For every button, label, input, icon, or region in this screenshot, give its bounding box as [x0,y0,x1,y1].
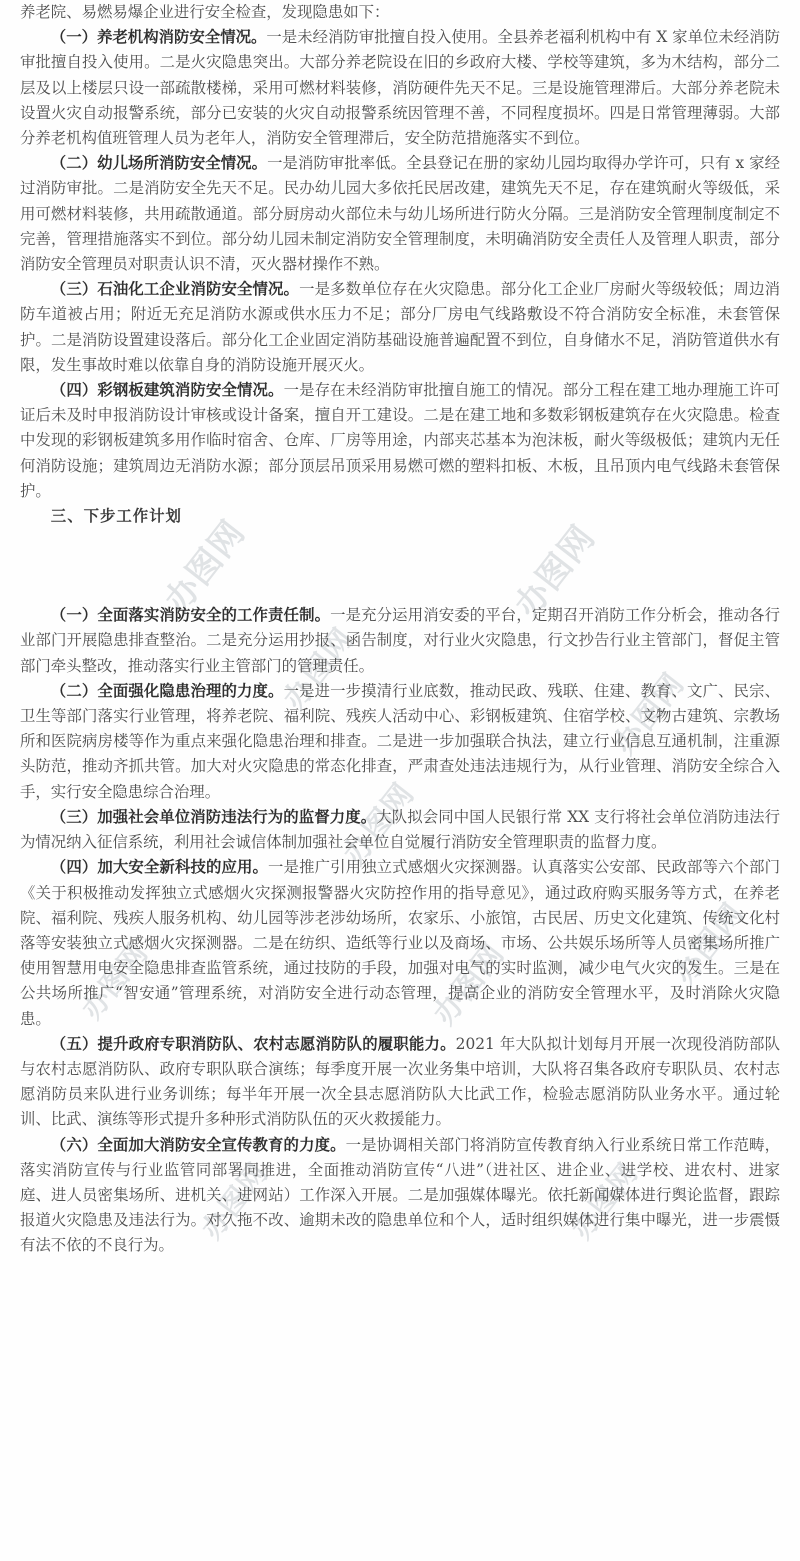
watermark-text: 办图网 [507,517,604,626]
paragraph-section2-3 [20,277,780,378]
paragraph-heading: （二）全面强化隐患治理的力度。 [50,681,284,700]
watermark-text: 办图网 [666,896,752,992]
paragraph-text: 一是协调相关部门将消防宣传教育纳入行业系统日常工作范畴，落实消防宣传与行业监管同部署同推进，全面推动消防宣传“八进”（进社区、进企业、进学校、进农村、进家庭、进人员密集场所、进机关、进网站）工作深入开展。二是加强媒体曝光。依托新闻媒体进行舆论监督，跟踪报道火灾隐患及违法行为。对久拖不改、逾期未改的隐患单位和个人，适时组织媒体进行集中曝光，进一步震慑有法不依的不良行为。 [20,1135,780,1255]
watermark-text: 办图网 [606,666,692,762]
paragraph-text: 一是消防审批率低。全县登记在册的家幼儿园均取得办学许可，只有 x 家经过消防审批。二是消防安全先天不足。民办幼儿园大多依托民居改建，建筑先天不足，存在建筑耐火等级低，采用可燃材料装修，共用疏散通道。部分厨房动火部位未与幼儿场所进行防火分隔。三是消防安全管理制度制定不完善，管理措施落实不到位。部分幼儿园未制定消防安全管理制度，未明确消防安全责任人及管理人职责，部分消防安全管理员对职责认识不清，灭火器材操作不熟。 [20,154,780,274]
paragraph-section3-2 [20,679,780,805]
paragraph-section3-4 [20,855,780,1031]
paragraph-heading: （三）石油化工企业消防安全情况。 [50,280,300,299]
paragraph-heading: （四）彩钢板建筑消防安全情况。 [50,381,284,400]
paragraph-text: 一是充分运用消安委的平台，定期召开消防工作分析会，推动各行业部门开展隐患排查整治。二是充分运用抄报、函告制度，对行业火灾隐患，行文抄告行业主管部门，督促主管部门牵头整改，推动落实行业主管部门的管理责任。 [20,606,780,675]
watermark-text: 办图网 [74,936,155,1026]
watermark-text: 办图网 [157,512,254,621]
paragraph-section2-4 [20,378,780,504]
paragraph-section3-5 [20,1032,780,1133]
document-body [20,0,780,1449]
bottom-margin [20,1259,780,1449]
paragraph-heading: （一）养老机构消防安全情况。 [50,28,267,47]
page-break-gap [20,529,780,603]
watermark-text: 办图网 [564,1156,645,1246]
paragraph-section2-2 [20,151,780,277]
paragraph-text: 大队拟会同中国人民银行常 XX 支行将社会单位消防违法行为情况纳入征信系统，利用社会诚信体制加强社会单位自觉履行消防安全管理职责的监督力度。 [20,807,780,852]
paragraph-section3-1 [20,603,780,679]
section-heading-three: 三、下步工作计划 [50,507,182,526]
paragraph-section3-6 [20,1133,780,1259]
paragraph-text: 一是推广引用独立式感烟火灾探测器。认真落实公安部、民政部等六个部门《关于积极推动发挥独立式感烟火灾探测报警器火灾防控作用的指导意见》，通过政府购买服务等方式，在养老院、福利院、残疾人服务机构、幼儿园等涉老涉幼场所，农家乐、小旅馆，古民居、历史文化建筑、传统文化村落等安装独立式感烟火灾探测器。二是在纺织、造纸等行业以及商场、市场、公共娱乐场所等人员密集场所推广使用智慧用电安全隐患排查监管系统，通过技防的手段，加强对电气的实时监测，减少电气火灾的发生。三是在公共场所推广“智安通”管理系统，对消防安全进行动态管理，提高企业的消防安全管理水平，及时消除火灾隐患。 [20,858,780,1028]
watermark-text: 办图网 [276,621,362,717]
carryover-line: 养老院、易燃易爆企业进行安全检查，发现隐患如下： [20,3,390,21]
paragraph-text: 一是存在未经消防审批擅自施工的情况。部分工程在建工地办理施工许可证后未及时申报消防设计审核或设计备案，擅自开工建设。二是在建工地和多数彩钢板建筑存在火灾隐患。检查中发现的彩钢板建筑多用作临时宿舍、仓库、厂房等用途，内部夹芯基本为泡沫板，耐火等级极低；建筑内无任何消防设施；建筑周边无消防水源；部分顶层吊顶采用易燃可燃的塑料扣板、木板，且吊顶内电气线路未套管保护。 [20,381,780,500]
paragraph-heading: （三）加强社会单位消防违法行为的监督力度。 [50,807,377,826]
paragraph-section3-3 [20,805,780,855]
paragraph-heading: （六）全面加大消防安全宣传教育的力度。 [50,1135,346,1154]
paragraph-heading: （一）全面落实消防安全的工作责任制。 [50,606,331,625]
paragraph-text: 一是多数单位存在火灾隐患。部分化工企业厂房耐火等级较低；周边消防车道被占用；附近无充足消防水源或供水压力不足；部分厂房电气线路敷设不符合消防安全标准，未套管保护。二是消防设置建设落后。部分化工企业固定消防基础设施普遍配置不到位，自身储水不足，消防管道供水有限，发生事故时难以依靠自身的消防设施开展灭火。 [20,280,780,374]
paragraph-heading: （四）加大安全新科技的应用。 [50,858,269,877]
watermark-text: 办图网 [426,936,512,1032]
paragraph-heading: （二）幼儿场所消防安全情况。 [50,154,268,173]
paragraph-text: 一是进一步摸清行业底数，推动民政、残联、住建、教育、文广、民宗、卫生等部门落实行业管理，将养老院、福利院、残疾人活动中心、彩钢板建筑、住宿学校、文物古建筑、宗教场所和医院病房楼等作为重点来强化隐患治理和排查。二是进一步加强联合执法，建立行业信息互通机制，注重源头防范，推动齐抓共管。加大对火灾隐患的常态化排查，严肃查处违法违规行为，从行业管理、消防安全综合入手，实行安全隐患综合治理。 [20,681,780,801]
paragraph-text: 一是未经消防审批擅自投入使用。全县养老福利机构中有 X 家单位未经消防审批擅自投入使用。二是火灾隐患突出。大部分养老院设在旧的乡政府大楼、学校等建筑，多为木结构，部分二层及以上楼层只设一部疏散楼梯，采用可燃材料装修，消防硬件先天不足。三是设施管理滞后。大部分养老院未设置火灾自动报警系统，部分已安装的火灾自动报警系统因管理不善，不同程度损坏。四是日常管理薄弱。大部分养老机构值班管理人员为老年人，消防安全管理滞后，安全防范措施落实不到位。 [20,28,780,148]
paragraph-text: 2021 年大队拟计划每月开展一次现役消防部队与农村志愿消防队、政府专职队联合演练；每季度开展一次业务集中培训，大队将召集各政府专职队员、农村志愿消防员来队进行业务训练；每半年开展一次全县志愿消防队大比武工作，检验志愿消防队业务水平。通过轮训、比武、演练等形式提升多种形式消防队伍的灭火救援能力。 [20,1034,780,1129]
paragraph-section2-1 [20,25,780,151]
watermark-text: 办图网 [336,776,422,872]
paragraph-heading: （五）提升政府专职消防队、农村志愿消防队的履职能力。 [50,1034,456,1053]
watermark-text: 办图网 [194,1156,275,1246]
